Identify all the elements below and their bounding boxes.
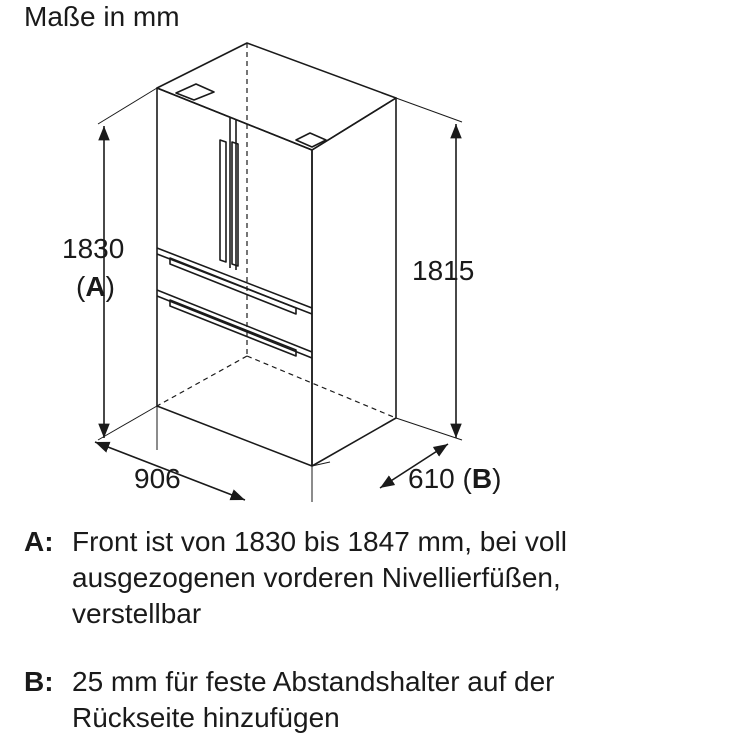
width-value: 906	[134, 463, 181, 494]
depth-value: 610 (B)	[408, 463, 502, 494]
right-door-handle	[232, 142, 238, 266]
depth-ref-letter: B	[471, 463, 493, 494]
note-b-line-2: Rückseite hinzufügen	[72, 702, 340, 733]
front-height-ref: (A)	[76, 271, 115, 302]
fridge-front-face	[157, 88, 312, 466]
front-height-ref-letter: A	[85, 271, 106, 302]
fridge-top-face	[157, 43, 396, 150]
left-door-handle	[220, 140, 226, 262]
front-height-value: 1830	[62, 233, 125, 264]
refrigerator-body	[157, 43, 396, 466]
dimension-lines	[95, 124, 456, 500]
depth-number: 610	[408, 463, 455, 494]
note-a-line-3: verstellbar	[72, 598, 202, 629]
fridge-side-face	[312, 98, 396, 466]
note-a-line-1: Front ist von 1830 bis 1847 mm, bei voll	[72, 526, 567, 557]
note-b-key: B:	[24, 666, 54, 697]
note-b-line-1: 25 mm für feste Abstandshalter auf der	[72, 666, 555, 697]
note-a	[0, 524, 736, 634]
note-a-key: A:	[24, 526, 54, 557]
page-title: Maße in mm	[24, 1, 180, 32]
body-height-value: 1815	[412, 255, 475, 286]
note-b	[0, 664, 736, 736]
note-a-line-2: ausgezogenen vorderen Nivellierfüßen,	[72, 562, 561, 593]
